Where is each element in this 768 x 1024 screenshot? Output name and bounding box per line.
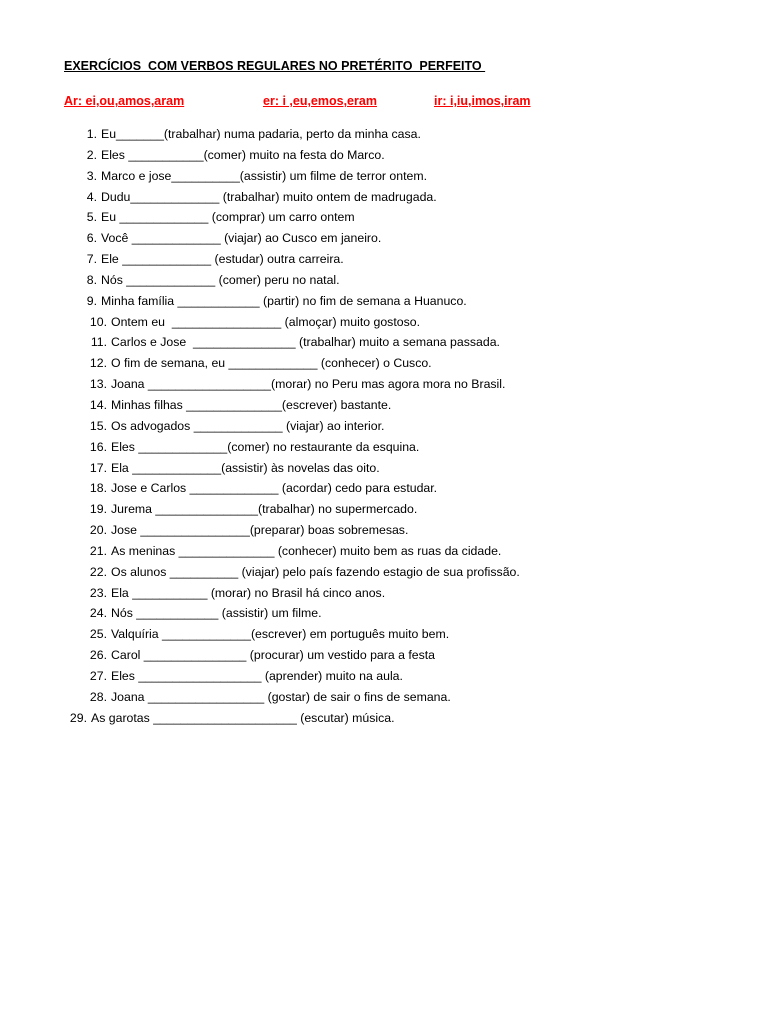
exercise-sentence: Jose ________________(preparar) boas sobremesas. bbox=[111, 523, 409, 538]
exercise-item bbox=[0, 458, 768, 479]
exercise-number: 9. bbox=[86, 293, 97, 308]
exercise-item bbox=[0, 583, 768, 604]
exercise-number: 10. bbox=[89, 314, 107, 329]
exercise-number: 27. bbox=[89, 668, 107, 683]
exercise-sentence: Jurema _______________(trabalhar) no supermercado. bbox=[111, 502, 418, 517]
exercise-sentence: Os alunos __________ (viajar) pelo país fazendo estagio de sua profissão. bbox=[111, 564, 520, 579]
exercise-sentence: Jose e Carlos _____________ (acordar) cedo para estudar. bbox=[111, 481, 438, 496]
exercise-sentence: Eu_______(trabalhar) numa padaria, perto da minha casa. bbox=[101, 127, 421, 141]
exercise-item bbox=[0, 708, 768, 729]
exercise-number: 24. bbox=[89, 606, 107, 621]
exercise-item bbox=[0, 249, 768, 270]
exercise-sentence: As meninas ______________ (conhecer) muito bem as ruas da cidade. bbox=[111, 543, 502, 558]
exercise-sentence: Ela _____________(assistir) às novelas das oito. bbox=[111, 460, 380, 475]
exercise-number: 3. bbox=[86, 168, 97, 183]
ar-endings: Ar: ei,ou,amos,aram bbox=[64, 94, 185, 108]
exercise-item bbox=[0, 374, 768, 395]
exercise-number: 14. bbox=[89, 397, 107, 412]
exercise-number: 15. bbox=[89, 418, 107, 433]
exercise-number: 28. bbox=[89, 689, 107, 704]
exercise-number: 25. bbox=[89, 627, 107, 642]
exercise-sentence: Nós _____________ (comer) peru no natal. bbox=[101, 272, 340, 287]
exercise-number: 13. bbox=[89, 377, 107, 392]
exercise-item bbox=[0, 332, 768, 353]
document-title: EXERCÍCIOS COM VERBOS REGULARES NO PRETÉRITO PERFEITO bbox=[64, 59, 486, 73]
exercise-sentence: Carlos e Jose _______________ (trabalhar) muito a semana passada. bbox=[111, 335, 500, 350]
exercise-item bbox=[0, 603, 768, 624]
exercise-item bbox=[0, 207, 768, 228]
exercise-number: 26. bbox=[89, 648, 107, 663]
exercise-item bbox=[0, 312, 768, 333]
exercise-number: 20. bbox=[89, 523, 107, 538]
exercise-item bbox=[0, 687, 768, 708]
exercise-number: 1. bbox=[86, 127, 97, 141]
exercise-item bbox=[0, 416, 768, 437]
exercise-item bbox=[0, 499, 768, 520]
exercise-item bbox=[0, 624, 768, 645]
er-endings: er: i ,eu,emos,eram bbox=[263, 94, 377, 108]
ir-endings: ir: i,iu,imos,iram bbox=[434, 94, 531, 108]
exercise-number: 8. bbox=[86, 272, 97, 287]
exercise-item bbox=[0, 187, 768, 208]
exercise-sentence: Eles _____________(comer) no restaurante da esquina. bbox=[111, 439, 420, 454]
exercise-item bbox=[0, 645, 768, 666]
exercise-sentence: Nós ____________ (assistir) um filme. bbox=[111, 606, 322, 621]
exercise-sentence: Minhas filhas ______________(escrever) bastante. bbox=[111, 397, 392, 412]
exercise-item bbox=[0, 395, 768, 416]
exercise-sentence: Você _____________ (viajar) ao Cusco em janeiro. bbox=[101, 231, 382, 246]
exercise-number: 29. bbox=[69, 710, 87, 725]
exercise-sentence: Ele _____________ (estudar) outra carreira. bbox=[101, 252, 344, 267]
exercise-item bbox=[0, 437, 768, 458]
exercise-item bbox=[0, 166, 768, 187]
exercise-number: 5. bbox=[86, 210, 97, 225]
exercise-item bbox=[0, 666, 768, 687]
exercise-item bbox=[0, 520, 768, 541]
exercise-item bbox=[0, 291, 768, 312]
exercise-sentence: Dudu_____________ (trabalhar) muito ontem de madrugada. bbox=[101, 189, 437, 204]
exercise-sentence: Eu _____________ (comprar) um carro ontem bbox=[101, 210, 355, 225]
exercise-sentence: Joana _________________ (gostar) de sair o fins de semana. bbox=[111, 689, 451, 704]
exercise-number: 22. bbox=[89, 564, 107, 579]
exercise-number: 4. bbox=[86, 189, 97, 204]
exercise-sentence: Minha família ____________ (partir) no fim de semana a Huanuco. bbox=[101, 293, 467, 308]
exercise-sentence: As garotas _____________________ (escutar) música. bbox=[91, 710, 395, 725]
exercise-number: 12. bbox=[89, 356, 107, 371]
exercise-number: 19. bbox=[89, 502, 107, 517]
exercise-item bbox=[0, 478, 768, 499]
exercise-number: 18. bbox=[89, 481, 107, 496]
exercise-sentence: Carol _______________ (procurar) um vestido para a festa bbox=[111, 648, 436, 663]
exercise-sentence: Ontem eu ________________ (almoçar) muito gostoso. bbox=[111, 314, 420, 329]
exercise-item bbox=[0, 562, 768, 583]
exercise-sentence: O fim de semana, eu _____________ (conhecer) o Cusco. bbox=[111, 356, 432, 371]
exercise-number: 11. bbox=[90, 335, 107, 350]
exercise-sentence: Eles ___________(comer) muito na festa do Marco. bbox=[101, 147, 385, 162]
exercise-sentence: Valquíria _____________(escrever) em português muito bem. bbox=[111, 627, 450, 642]
exercise-item bbox=[0, 145, 768, 166]
exercise-number: 23. bbox=[89, 585, 107, 600]
exercise-item bbox=[0, 353, 768, 374]
exercise-item bbox=[0, 541, 768, 562]
exercise-number: 7. bbox=[86, 252, 97, 267]
exercise-list bbox=[0, 124, 768, 728]
exercise-number: 2. bbox=[86, 147, 97, 162]
exercise-item bbox=[0, 124, 768, 145]
exercise-item bbox=[0, 270, 768, 291]
exercise-number: 6. bbox=[86, 231, 97, 246]
exercise-sentence: Ela ___________ (morar) no Brasil há cinco anos. bbox=[111, 585, 386, 600]
exercise-sentence: Os advogados _____________ (viajar) ao interior. bbox=[111, 418, 385, 433]
exercise-sentence: Eles __________________ (aprender) muito na aula. bbox=[111, 668, 403, 683]
exercise-number: 17. bbox=[89, 460, 107, 475]
exercise-number: 16. bbox=[89, 439, 107, 454]
exercise-sentence: Marco e jose__________(assistir) um filme de terror ontem. bbox=[101, 168, 428, 183]
exercise-sentence: Joana __________________(morar) no Peru mas agora mora no Brasil. bbox=[111, 377, 506, 392]
exercise-item bbox=[0, 228, 768, 249]
exercise-number: 21. bbox=[89, 543, 107, 558]
